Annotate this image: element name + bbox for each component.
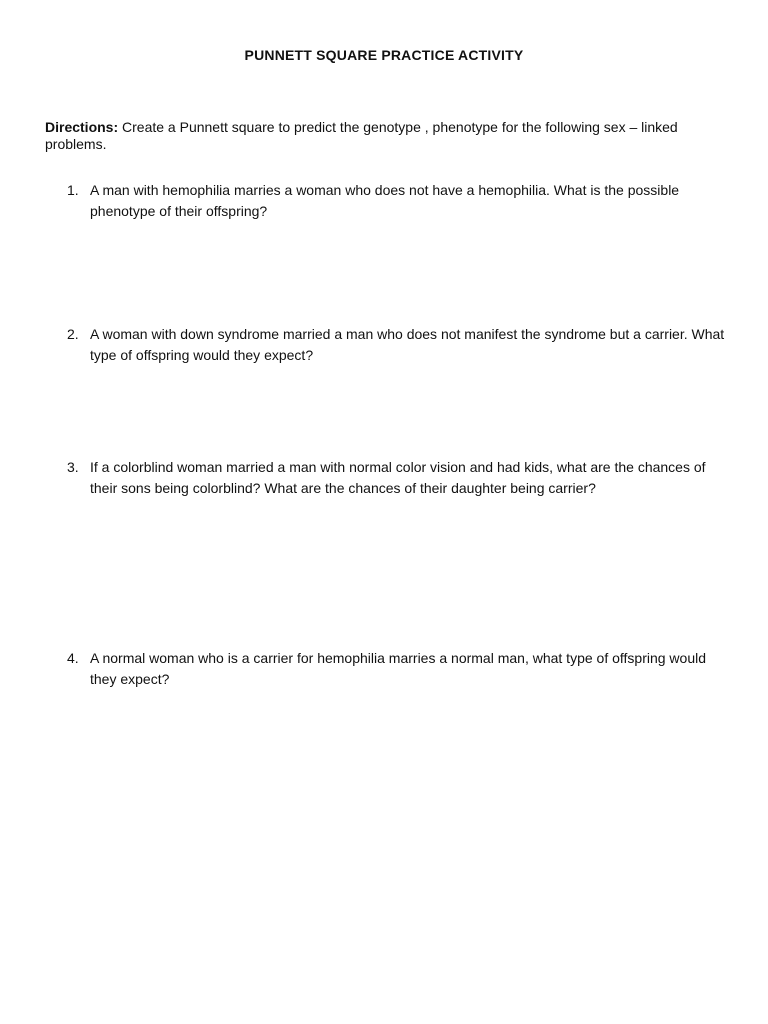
directions-text: Create a Punnett square to predict the genotype , phenotype for the following sex – linked problems. [45,119,678,152]
directions-paragraph [45,119,725,153]
question-item [67,457,727,499]
question-number: 2. [67,326,79,342]
question-number: 3. [67,459,79,475]
question-text: A woman with down syndrome married a man who does not manifest the syndrome but a carrier. What type of offspring would they expect? [90,326,725,363]
question-item [67,180,727,222]
question-item [67,648,727,690]
question-text: A normal woman who is a carrier for hemophilia marries a normal man, what type of offspring would they expect? [90,650,707,687]
question-item [67,324,727,366]
question-text: If a colorblind woman married a man with normal color vision and had kids, what are the chances of their sons being colorblind? What are the chances of their daughter being carrier? [90,459,706,496]
directions-label: Directions: [45,119,119,135]
question-text: A man with hemophilia marries a woman who does not have a hemophilia. What is the possible phenotype of their offspring? [90,182,680,219]
question-number: 1. [67,182,79,198]
page-title: PUNNETT SQUARE PRACTICE ACTIVITY [244,47,524,63]
question-number: 4. [67,650,79,666]
